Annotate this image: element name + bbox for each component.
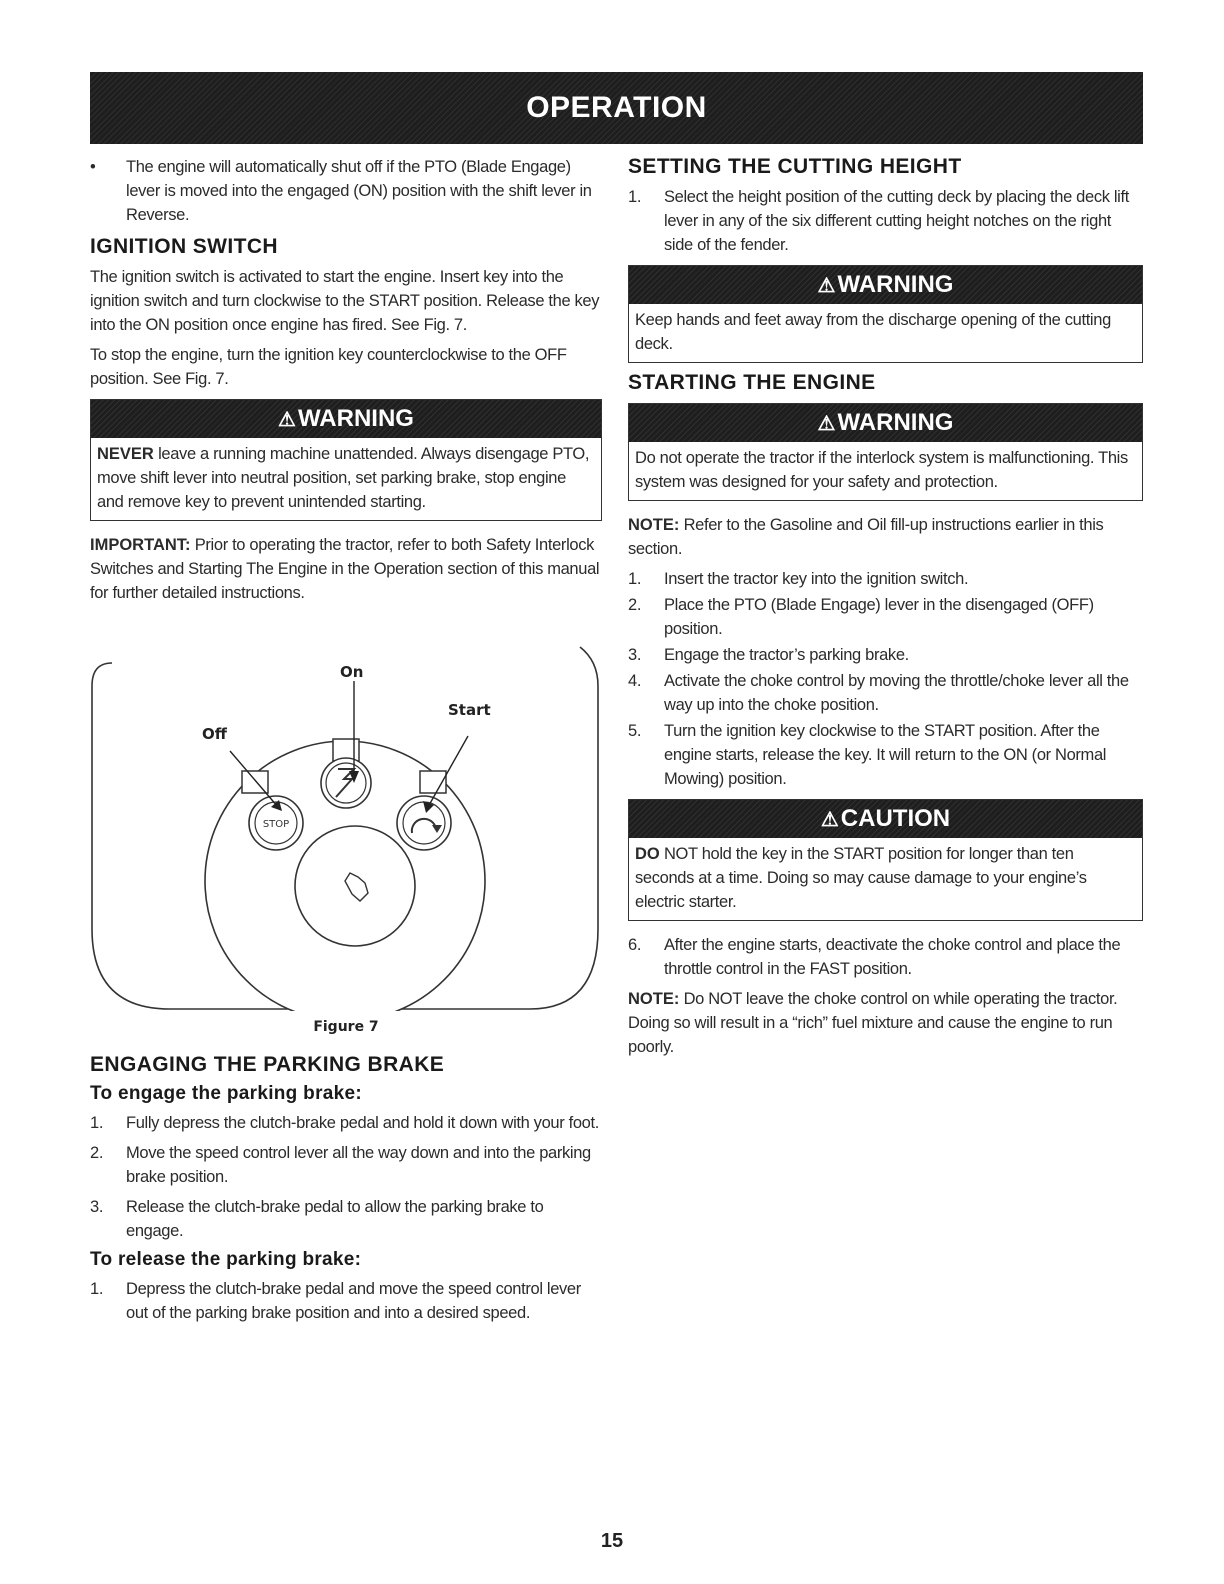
- parking-brake-heading: ENGAGING THE PARKING BRAKE: [90, 1053, 445, 1076]
- section-banner: [90, 72, 1143, 144]
- list-item: 3. Engage the tractor’s parking brake.: [628, 646, 909, 664]
- warning-header: [629, 404, 1142, 442]
- warning-body: leave a running machine unattended. Always disengage PTO, move shift lever into neutral position, set parking brake, stop engine and remove key to prevent unintended starting.: [97, 445, 590, 511]
- stop-label: STOP: [262, 819, 290, 830]
- important-body: Prior to operating the tractor, refer to both Safety Interlock Switches and Starting The Engine in the Operation section of this manual for further detailed instructions.: [90, 536, 600, 602]
- list-item: 4. Activate the choke control by moving the throttle/choke lever all the way up into the choke position.: [628, 672, 1129, 714]
- warning-triangle-icon: ⚠: [817, 412, 836, 435]
- figure-7-ignition-diagram: [90, 611, 602, 1041]
- warning-box-discharge: [628, 265, 1143, 363]
- figure-caption: Figure 7: [313, 1019, 379, 1035]
- note-choke: NOTE: Do NOT leave the choke control on while operating the tractor. Doing so will result in a “rich” fuel mixture and cause the engine to run poorly.: [628, 990, 1118, 1056]
- warning-box-unattended: [90, 399, 602, 521]
- starting-steps-list: [628, 567, 1143, 791]
- caution-box-starter: [628, 799, 1143, 921]
- ignition-paragraph-2: To stop the engine, turn the ignition key counterclockwise to the OFF position. See Fig. 7.: [90, 346, 567, 388]
- caution-text: DO NOT hold the key in the START position for longer than ten seconds at a time. Doing so may cause damage to your engine’s electric starter.: [635, 845, 1087, 911]
- list-item: 1. Select the height position of the cutting deck by placing the deck lift lever in any of the six different cutting height notches on the right side of the fender.: [628, 188, 1129, 254]
- warning-title: WARNING: [837, 271, 954, 298]
- warning-triangle-icon: ⚠: [817, 274, 836, 297]
- page-number: 15: [600, 1530, 624, 1552]
- list-item: 2. Place the PTO (Blade Engage) lever in the disengaged (OFF) position.: [628, 596, 1094, 638]
- key-cylinder: [295, 826, 415, 946]
- warning-text: [97, 442, 595, 514]
- release-brake-subheading: To release the parking brake:: [90, 1249, 362, 1270]
- section-title: OPERATION: [526, 91, 707, 124]
- cutting-height-heading: SETTING THE CUTTING HEIGHT: [628, 155, 962, 178]
- start-label: Start: [448, 701, 491, 719]
- list-item: 3. Release the clutch-brake pedal to allow the parking brake to engage.: [90, 1198, 544, 1240]
- warning-lead: NEVER: [97, 445, 154, 463]
- caution-title: CAUTION: [840, 805, 951, 832]
- on-label: On: [340, 663, 364, 681]
- engage-steps-list: [90, 1111, 602, 1243]
- warning-header: [629, 266, 1142, 304]
- left-column: [90, 155, 602, 1325]
- caution-triangle-icon: ⚠: [820, 808, 839, 831]
- warning-text: Do not operate the tractor if the interlock system is malfunctioning. This system was designed for your safety and protection.: [635, 449, 1128, 491]
- important-note: [90, 533, 602, 605]
- warning-title: WARNING: [297, 405, 414, 432]
- warning-header: [91, 400, 601, 438]
- warning-box-interlock: [628, 403, 1143, 501]
- off-label: Off: [202, 725, 227, 743]
- list-item: 5. Turn the ignition key clockwise to the START position. After the engine starts, release the key. It will return to the ON (or Normal Mowing) position.: [628, 722, 1107, 788]
- list-item: 1. Depress the clutch-brake pedal and move the speed control lever out of the parking brake position and into a desired speed.: [90, 1280, 581, 1322]
- right-column: [628, 155, 1143, 1059]
- important-lead: IMPORTANT:: [90, 536, 191, 554]
- engage-brake-subheading: To engage the parking brake:: [90, 1083, 362, 1104]
- note-fillup: NOTE: Refer to the Gasoline and Oil fill-up instructions earlier in this section.: [628, 516, 1104, 558]
- list-item: 2. Move the speed control lever all the way down and into the parking brake position.: [90, 1144, 591, 1186]
- list-item: 1. Insert the tractor key into the ignition switch.: [628, 570, 969, 588]
- warning-text: Keep hands and feet away from the discharge opening of the cutting deck.: [635, 311, 1111, 353]
- caution-header: [629, 800, 1142, 838]
- list-item: 6. After the engine starts, deactivate the choke control and place the throttle control in the FAST position.: [628, 936, 1121, 978]
- warning-title: WARNING: [837, 409, 954, 436]
- ignition-switch-heading: IGNITION SWITCH: [90, 235, 278, 258]
- warning-triangle-icon: ⚠: [278, 408, 296, 431]
- release-steps-list: [90, 1277, 602, 1325]
- ignition-switch-illustration: [90, 611, 602, 1011]
- starting-engine-heading: STARTING THE ENGINE: [628, 371, 876, 394]
- ignition-paragraph-1: The ignition switch is activated to start the engine. Insert key into the ignition switch and turn clockwise to the START position. Release the key into the ON position once engine has fired. See Fig. 7.: [90, 268, 600, 334]
- list-item: 1. Fully depress the clutch-brake pedal and hold it down with your foot.: [90, 1114, 599, 1132]
- pto-shutoff-bullet: • The engine will automatically shut off if the PTO (Blade Engage) lever is moved into the engaged (ON) position with the shift lever in Reverse.: [90, 155, 602, 227]
